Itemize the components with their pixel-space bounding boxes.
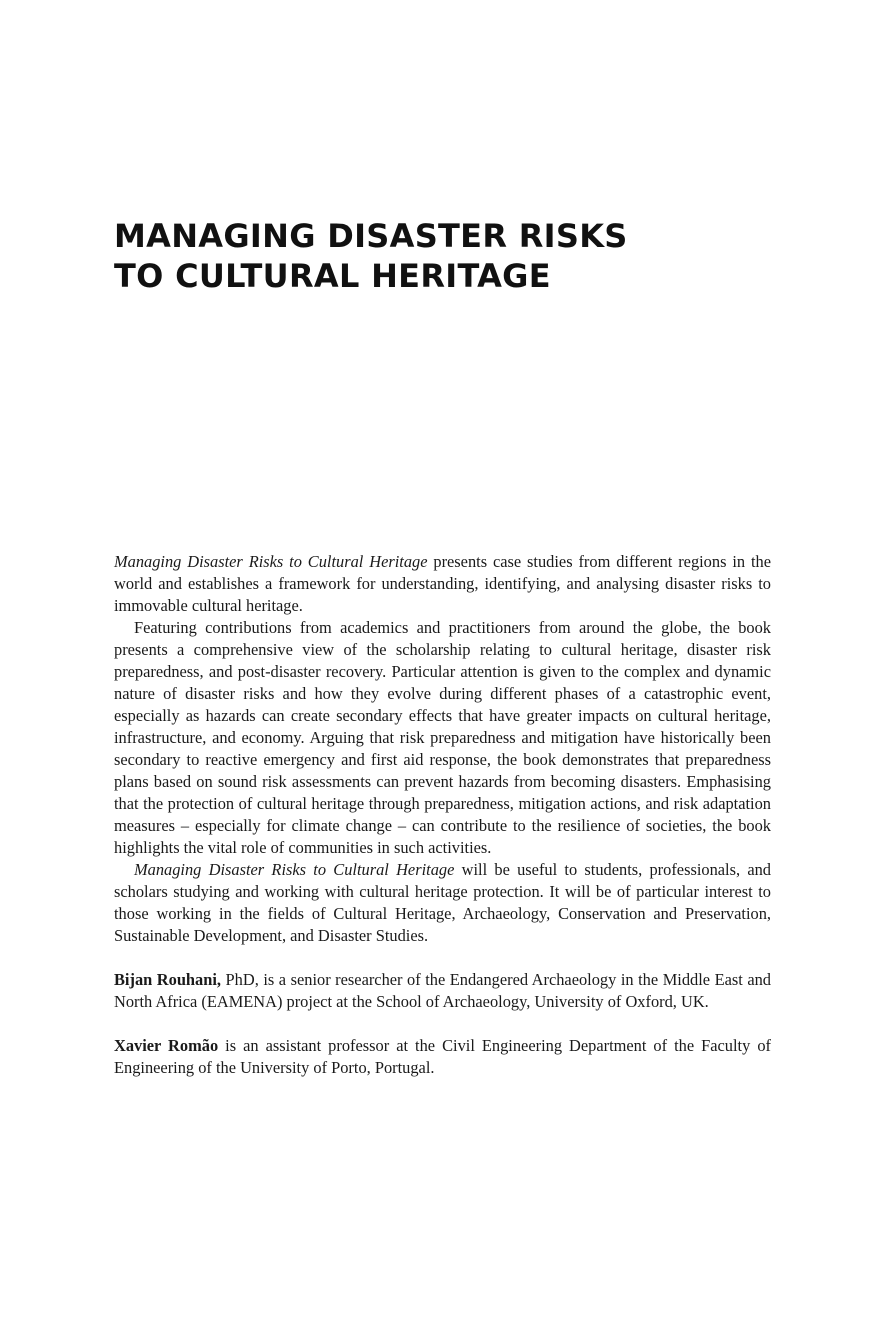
description-paragraph-1 [114,551,771,617]
author-bio-1 [114,969,771,1013]
author-bio-text-1: PhD, is a senior researcher of the Endangered Archaeology in the Middle East and North Africa (EAMENA) project at the School of Archaeology, University of Oxford, UK. [114,970,771,1011]
description-paragraph-2: Featuring contributions from academics and practitioners from around the globe, the book presents a comprehensive view of the scholarship relating to cultural heritage, disaster risk preparedness, and post-disaster recovery. Particular attention is given to the complex and dynamic nature of disaster risks and how they evolve during different phases of a catastrophic event, especially as hazards can create secondary effects that have greater impacts on cultural heritage, infrastructure, and economy. Arguing that risk preparedness and mitigation have historically been secondary to reactive emergency and first aid response, the book demonstrates that preparedness plans based on sound risk assessments can prevent hazards from becoming disasters. Emphasising that the protection of cultural heritage through preparedness, mitigation actions, and risk adaptation measures – especially for climate change – can contribute to the resilience of societies, the book highlights the vital role of communities in such activities. [114,618,771,857]
description-paragraph-3-text: will be useful to students, professionals, and scholars studying and working with cultural heritage protection. It will be of particular interest to those working in the fields of Cultural Heritage, Archaeology, Conservation and Preservation, Sustainable Development, and Disaster Studies. [114,860,771,945]
book-title-line-2: TO CULTURAL HERITAGE [114,257,551,295]
description-paragraph-1-text: presents case studies from different regions in the world and establishes a framework for understanding, identifying, and analysing disaster risks to immovable cultural heritage. [114,552,771,615]
author-name-2: Xavier Romão [114,1036,219,1055]
author-name-1: Bijan Rouhani, [114,970,222,989]
author-bio-text-2: is an assistant professor at the Civil Engineering Department of the Faculty of Engineering of the University of Porto, Portugal. [114,1036,771,1077]
book-title-italic: Managing Disaster Risks to Cultural Heritage [114,552,428,571]
author-bio-2 [114,1035,771,1079]
book-description [114,551,771,1079]
book-title-line-1: MANAGING DISASTER RISKS [114,217,628,255]
book-title [114,216,628,296]
description-paragraph-3 [114,859,771,947]
book-title-italic: Managing Disaster Risks to Cultural Heritage [134,860,455,879]
